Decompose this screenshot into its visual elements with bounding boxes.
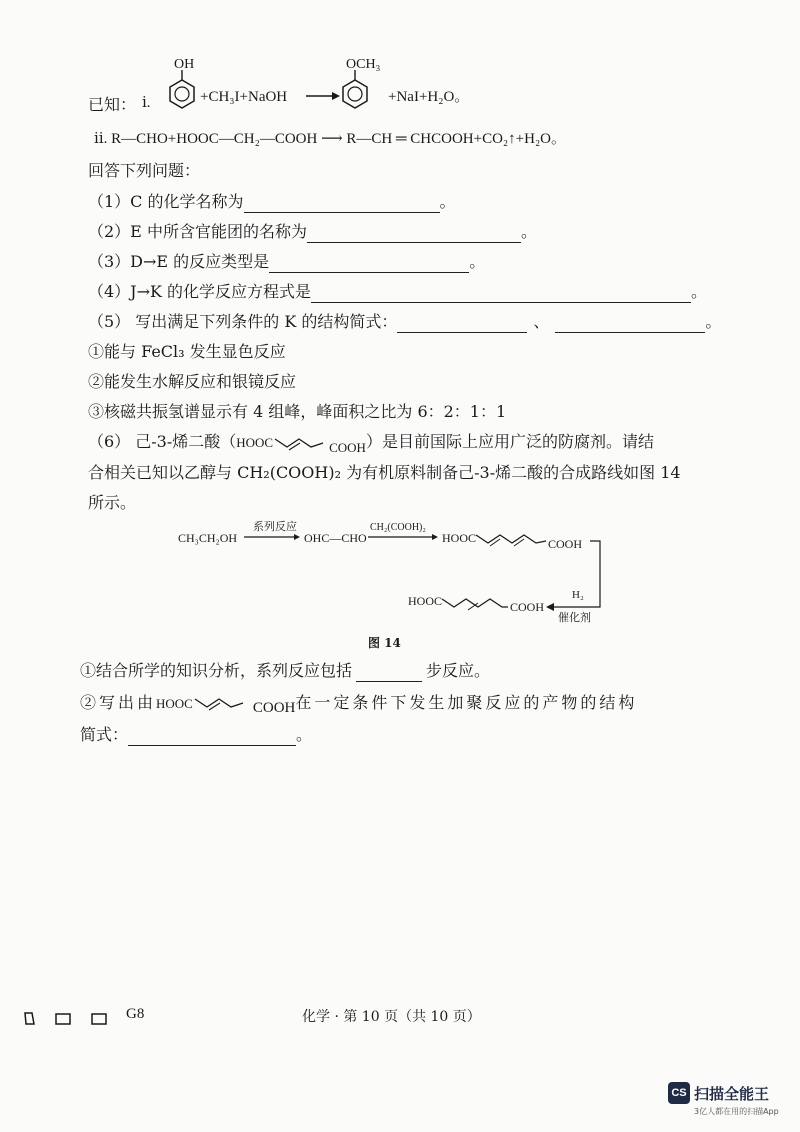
known-i-reaction xyxy=(160,50,490,118)
subquestion-1-answer-blank[interactable] xyxy=(356,665,422,682)
scanner-logo-icon: CS xyxy=(668,1082,690,1104)
condition-3: ③核磁共振氢谱显示有 4 组峰，峰面积之比为 6：2：1：1 xyxy=(88,402,507,421)
scheme-diene-cooh: COOH xyxy=(548,537,583,551)
subquestion-2 xyxy=(80,692,637,715)
scheme-h2-label: H₂ xyxy=(572,589,584,601)
question-3 xyxy=(88,251,485,273)
subquestion-2-text-c: 简式： xyxy=(80,725,129,744)
subquestion-1-text-b: 步反应。 xyxy=(426,661,491,680)
question-4 xyxy=(88,281,707,303)
question-6-line-2: 合相关已知以乙醇与 CH₂(COOH)₂ 为有机原料制备己-3-烯二酸的合成路线如图 14 xyxy=(88,463,681,482)
anisole-ring xyxy=(343,70,367,108)
subquestion-2-line-2 xyxy=(80,724,312,746)
figure-caption: 图 14 xyxy=(368,636,401,650)
scheme-diene-skeleton xyxy=(476,535,546,546)
question-6-line-1 xyxy=(88,431,654,454)
question-4-text: （4）J→K 的化学反应方程式是 xyxy=(88,282,312,301)
known-ii-equation: R—CHO+HOOC—CH₂—COOH ⟶ R—CH ═ CHCOOH+CO₂↑+H₂O。 xyxy=(111,131,567,147)
phenol-ring xyxy=(170,70,194,108)
scheme-product-hooc: HOOC xyxy=(408,594,443,608)
s2-cooh: COOH xyxy=(252,700,296,716)
scheme-step1-label: 系列反应 xyxy=(253,521,297,533)
scheme-product-skeleton xyxy=(442,599,508,610)
scheme-arrow-1 xyxy=(244,534,300,540)
footer-mark-2 xyxy=(56,1014,70,1024)
question-6-line-3: 所示。 xyxy=(88,493,137,512)
scanner-slogan: 3亿人都在用的扫描App xyxy=(694,1107,779,1116)
i-reagents: +CH₃I+NaOH xyxy=(200,89,288,105)
footer-page: 化学 · 第 10 页（共 10 页） xyxy=(302,1009,481,1025)
subquestion-2-text-a: ②写出由 xyxy=(80,693,157,712)
question-3-answer-blank[interactable] xyxy=(269,256,469,273)
anisole-och3-label: OCH₃ xyxy=(346,57,381,72)
question-3-end: 。 xyxy=(469,252,486,271)
subquestion-1 xyxy=(80,660,490,682)
question-5-end: 。 xyxy=(705,312,722,331)
question-5-answer-blank-1[interactable] xyxy=(397,316,527,333)
condition-2: ②能发生水解反应和银镜反应 xyxy=(88,372,297,391)
scheme-step2-label: CH₂(COOH)₂ xyxy=(370,522,426,533)
question-4-answer-blank[interactable] xyxy=(311,286,691,303)
subquestion-2-answer-blank[interactable] xyxy=(128,729,296,746)
question-2-answer-blank[interactable] xyxy=(307,226,521,243)
question-3-text: （3）D→E 的反应类型是 xyxy=(88,252,270,271)
subquestion-2-end: 。 xyxy=(296,725,313,744)
footer-code: G8 xyxy=(126,1006,145,1022)
s2-skeleton xyxy=(193,693,253,715)
subquestion-1-text-a: ①结合所学的知识分析，系列反应包括 xyxy=(80,661,353,680)
question-1-text: （1）C 的化学名称为 xyxy=(88,192,244,211)
question-5 xyxy=(88,311,721,333)
q6-skeleton xyxy=(273,433,329,453)
question-1-answer-blank[interactable] xyxy=(244,196,440,213)
scheme-arrow-2 xyxy=(368,534,438,540)
condition-1: ①能与 FeCl₃ 发生显色反应 xyxy=(88,342,286,361)
reaction-arrow-i xyxy=(306,92,340,100)
scheme-ethanol: CH₃CH₂OH xyxy=(178,531,238,545)
footer-marks xyxy=(22,1010,112,1028)
question-2 xyxy=(88,221,537,243)
footer-mark-3 xyxy=(92,1014,106,1024)
scanner-brand-name: 扫描全能王 xyxy=(694,1084,770,1103)
question-1-end: 。 xyxy=(439,192,456,211)
question-4-end: 。 xyxy=(691,282,708,301)
subquestion-2-text-b: 在一定条件下发生加聚反应的产物的结构 xyxy=(295,693,638,712)
known-intro: 已知： xyxy=(88,95,137,114)
scheme-product-cooh: COOH xyxy=(510,600,545,614)
question-5-answer-blank-2[interactable] xyxy=(555,316,705,333)
question-5-text: （5） 写出满足下列条件的 K 的结构简式： xyxy=(88,312,398,331)
i-byproducts: +NaI+H₂O。 xyxy=(388,89,470,105)
q6-cooh: COOH xyxy=(329,440,366,455)
synthesis-scheme xyxy=(170,515,620,645)
question-6-text-b: ）是目前国际上应用广泛的防腐剂。请结 xyxy=(365,432,654,451)
answer-intro: 回答下列问题： xyxy=(88,161,201,180)
scheme-glyoxal: OHC—CHO xyxy=(304,531,367,545)
known-ii-label: ⅱ. xyxy=(94,131,108,147)
phenol-oh-label: OH xyxy=(174,57,195,72)
question-2-end: 。 xyxy=(520,222,537,241)
known-i-label: ⅰ. xyxy=(142,95,151,111)
question-1 xyxy=(88,191,456,213)
question-2-text: （2）E 中所含官能团的名称为 xyxy=(88,222,307,241)
scanner-watermark xyxy=(668,1082,779,1117)
known-ii xyxy=(94,128,566,150)
scheme-diene-hooc: HOOC xyxy=(442,531,477,545)
s2-hooc: HOOC xyxy=(156,696,193,711)
footer-mark-1 xyxy=(25,1013,34,1024)
question-5-separator: 、 xyxy=(533,312,550,331)
q6-hooc: HOOC xyxy=(236,435,274,450)
scheme-catalyst-label: 催化剂 xyxy=(558,612,591,624)
question-6-text-a: （6） 己-3-烯二酸（ xyxy=(88,432,237,451)
